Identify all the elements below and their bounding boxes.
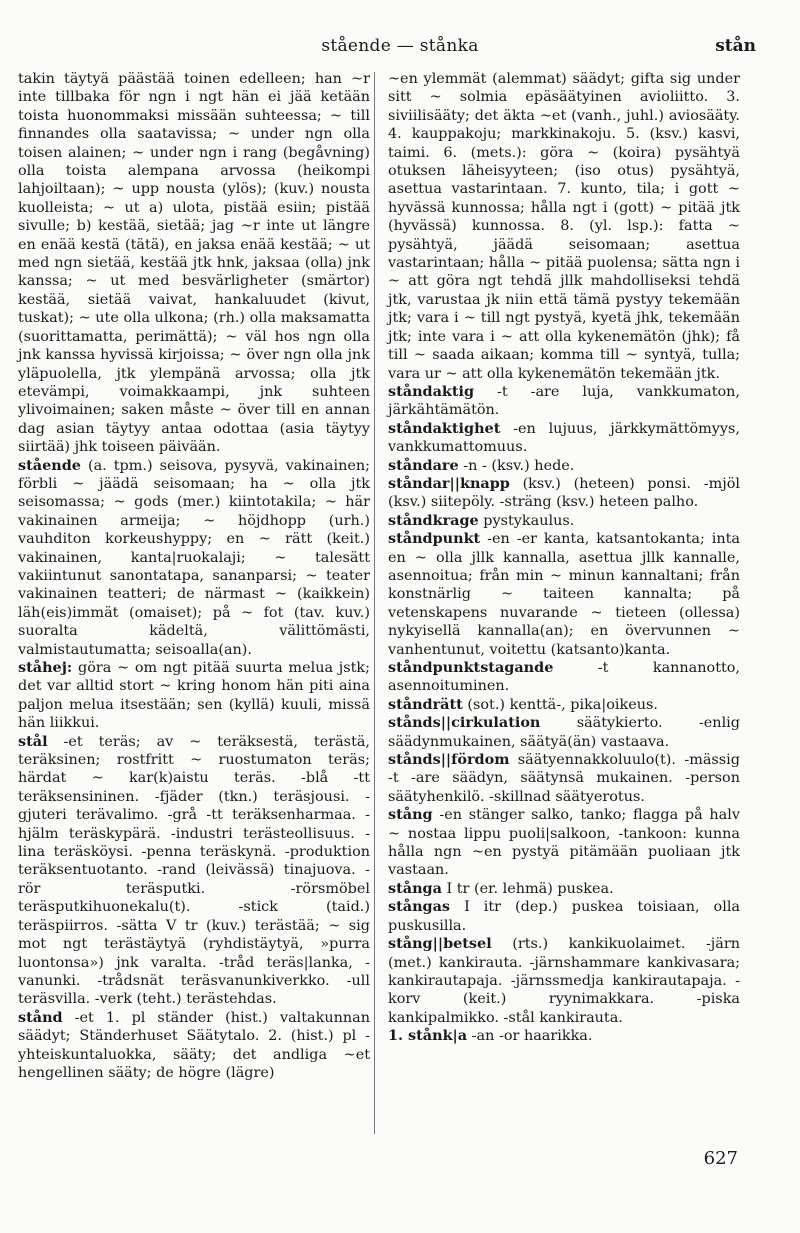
entry-text: (ksv.) (heteen) ponsi. -mjöl (ksv.) siitepöly. -sträng (ksv.) heteen palho.: [388, 475, 741, 511]
entry-text: -an -or haarikka.: [471, 1028, 593, 1045]
entry-headword: ståndrätt: [388, 695, 463, 713]
dictionary-entry: [388, 659, 740, 696]
dictionary-entry: [388, 696, 740, 714]
page-number: 627: [703, 1148, 738, 1169]
entry-headword: stånds||fördom: [388, 751, 510, 769]
entry-text: -en stänger salko, tanko; flagga på halv ~ nostaa lippu puoli|salkoon, -tankoon: kunna hålla ngn ~en pystyä pitämään puoliaan jtk vastaan.: [388, 807, 740, 879]
dictionary-entry: [18, 457, 370, 659]
dictionary-entry: [388, 880, 740, 898]
entry-text: (rts.) kankikuolaimet. -järn (met.) kankirauta. -järnshammare kankivasara; kankirautapaja. -järnssmedja kankirautapaja. -korv (keit.) ryynimakkara. -piska kankipalmikko. -stål kankirauta.: [388, 936, 740, 1026]
left-column: [18, 70, 370, 1082]
right-column: [388, 70, 740, 1046]
entry-headword: stånd: [18, 1008, 63, 1026]
entry-text: säätyennakkoluulo(t). -mässig -t -are säädyn, säätynsä mukainen. -person säätyhenkilö. -skillnad säätyerotus.: [388, 752, 741, 805]
entry-headword: ståhej:: [18, 659, 73, 676]
dictionary-entry: [388, 420, 740, 457]
entry-headword: stång: [388, 806, 433, 824]
dictionary-entry: [388, 806, 740, 880]
page-header: [0, 36, 800, 60]
entry-headword: stånds||cirkulation: [388, 714, 541, 732]
dictionary-entry: [388, 1027, 740, 1045]
entry-text: ~en ylemmät (alemmat) säädyt; gifta sig under sitt ~ solmia epäsäätyinen avioliitto. 3. siviilisääty; det äkta ~et (vanh., juhl.) aviosääty. 4. kauppakoju; markkinakoju. 5. (ksv.) kasvi, taimi. 6. (mets.): göra ~ (koira) pysähtyä otuksen läheisyyteen; (iso otus) pysähtyä, asettua vastarintaan. 7. kunto, tila; i gott ~ hyvässä kunnossa; hålla ngt i (gott) ~ pitää jtk (hyvässä) kunnossa. 8. (yl. lsp.): fatta ~ pysähtyä, jäädä seisomaan; asettua vastarintaan; hålla ~ pitää puolensa; sätta ngn i ~ att göra ngt tehdä jllk mahdolliseksi tehdä jtk, varustaa jk niin että tämä pystyy tekemään jtk; vara i ~ till ngt pystyä, kyetä jhk, tekemään jtk; inte vara i ~ att olla kykenemätön (jhk); få till ~ saada aikaan; komma till ~ syntyä, tulla; vara ur ~ att olla kykenemätön tekemään jtk.: [388, 71, 740, 382]
entry-text: pystykaulus.: [483, 512, 575, 529]
entry-headword: 1. stånk|a: [388, 1027, 468, 1045]
entry-headword: stångas: [388, 898, 451, 916]
running-title: stående — stånka: [321, 36, 479, 56]
dictionary-entry: [388, 70, 740, 383]
dictionary-entry: [388, 714, 740, 751]
dictionary-entry: [18, 659, 370, 733]
entry-headword: stång||betsel: [388, 935, 492, 953]
entry-headword: ståndkrage: [388, 511, 479, 529]
entry-text: säätykierto. -enlig säädynmukainen, säätyä(än) vastaava.: [388, 715, 740, 750]
entry-headword: ståndaktighet: [388, 419, 501, 437]
entry-text: -t kannanotto, asennoituminen.: [388, 660, 740, 695]
dictionary-entry: [18, 733, 370, 1009]
entry-headword: ståndare: [388, 456, 459, 474]
entry-text: takin täytyä päästää toinen edelleen; han ~r inte tillbaka för ngn i ngt hän ei jää ketään toista huonommaksi missään suhteessa; ~ till finnandes olla saatavissa; ~ under ngn olla toisen alainen; ~ under ngn i rang (begåvning) olla toista alempana arvossa (heikompi lahjoiltaan); ~ upp nousta (ylös); (kuv.) nousta kuolleista; ~ ut a) ulota, pistää esiin; pistää sivulle; b) kestää, sietää; jag ~r inte ut längre en enää kestä (tätä), en jaksa enää kestää; ~ ut med ngn sietää, kestää jtk hnk, jaksaa (olla) jnk kanssa; ~ ut med besvärligheter (smärtor) kestää, sietää vaivat, hankaluudet (kivut, tuskat); ~ ute olla ulkona; (rh.) olla maksamatta (suorittamatta, perimättä); ~ väl hos ngn olla jnk kanssa hyvissä kirjoissa; ~ över ngn olla jnk yläpuolella, jtk ylempänä arvossa; olla jtk etevämpi, voimakkaampi, jnk suhteen ylivoimainen; saken måste ~ över till en annan dag asian täytyy antaa odottaa (asia täytyy siirtää) jhk toiseen päivään.: [18, 71, 370, 456]
dictionary-entry: [18, 70, 370, 457]
entry-text: I itr (dep.) puskea toisiaan, olla puskusilla.: [388, 899, 741, 934]
entry-headword: stål: [18, 732, 48, 750]
entry-headword: ståndpunktstagande: [388, 659, 554, 676]
entry-text: I tr (er. lehmä) puskea.: [446, 880, 614, 897]
entry-headword: ståndaktig: [388, 382, 475, 400]
dictionary-entry: [388, 383, 740, 420]
dictionary-entry: [388, 457, 740, 475]
dictionary-entry: [388, 751, 740, 806]
entry-headword: stående: [18, 456, 81, 474]
entry-text: -en -er kanta, katsantokanta; inta en ~ olla jllk kannalla, asettua jllk kannalle, asennoitua; från min ~ minun kannaltani; från konstnärlig ~ taiteen kannalta; på vetenskapens nuvarande ~ tieteen (ollessa) nykyisellä kannalla(an); en övervunnen ~ vanhentunut, voitettu (katsanto)kanta.: [388, 531, 740, 658]
dictionary-entry: [388, 935, 740, 1027]
dictionary-entry: [388, 530, 740, 659]
entry-text: (a. tpm.) seisova, pysyvä, vakinainen; förbli ~ jäädä seisomaan; ha ~ olla jtk seisomassa; ~ gods (mer.) kiintotakila; ~ här vakinainen armeija; ~ höjdhopp (urh.) vauhditon korkeushyppy; en ~ rätt (keit.) vakinainen, kanta|ruokalaji; ~ talesätt vakiintunut sanontatapa, sananparsi; ~ teater vakinainen teatteri; de närmast ~ (kaikkein) läh(eis)immät (omaiset); på ~ fot (tav. kuv.) suoralta kädeltä, välittömästi, valmistautumatta; seisoalla(an).: [18, 457, 370, 658]
dictionary-entry: [388, 475, 740, 512]
entry-headword: stånga: [388, 879, 442, 897]
dictionary-entry: [18, 1009, 370, 1083]
entry-text: (sot.) kenttä-, pika|oikeus.: [467, 696, 658, 713]
entry-text: -et teräs; av ~ teräksestä, terästä, teräksinen; rostfritt ~ ruostumaton teräs; härdat ~ kar(k)aistu teräs. -blå -tt teräksensininen. -fjäder (tkn.) teräsjousi. -gjuteri terävalimo. -grå -tt teräksenharmaa. -hjälm teräskypärä. -industri terästeollisuus. -lina teräsköysi. -penna teräskynä. -produktion teräksentuotanto. -rand (leivässä) tinajuova. -rör teräsputki. -rörsmöbel teräsputkihuonekalu(t). -stick (taid.) teräspiirros. -sätta V tr (kuv.) terästää; ~ sig mot ngt terästäytyä (ryhdistäytyä, »purra luontonsa») jnk varalta. -tråd teräs|lanka, -vanunki. -trådsnät teräsvanunkiverkko. -ull teräsvilla. -verk (teht.) terästehdas.: [18, 733, 371, 1008]
guide-word: stån: [715, 36, 756, 56]
entry-headword: ståndar||knapp: [388, 474, 510, 492]
entry-text: göra ~ om ngt pitää suurta melua jstk; det var alltid stort ~ kring honom hän piti aina paljon melua itsestään; sen (kyllä) kuuli, missä hän liikkui.: [18, 660, 370, 732]
dictionary-entry: [388, 512, 740, 530]
dictionary-entry: [388, 898, 740, 935]
column-divider: [374, 72, 375, 1134]
entry-text: -en lujuus, järkkymättömyys, vankkumattomuus.: [388, 420, 741, 456]
entry-text: -et 1. pl ständer (hist.) valtakunnan säädyt; Ständerhuset Säätytalo. 2. (hist.) pl - yhteiskuntaluokka, sääty; det andliga ~et hengellinen sääty; de högre (lägre): [18, 1009, 370, 1081]
entry-text: -t -are luja, vankkumaton, järkähtämätön.: [388, 383, 740, 419]
entry-text: -n - (ksv.) hede.: [463, 457, 575, 474]
entry-headword: ståndpunkt: [388, 530, 481, 548]
